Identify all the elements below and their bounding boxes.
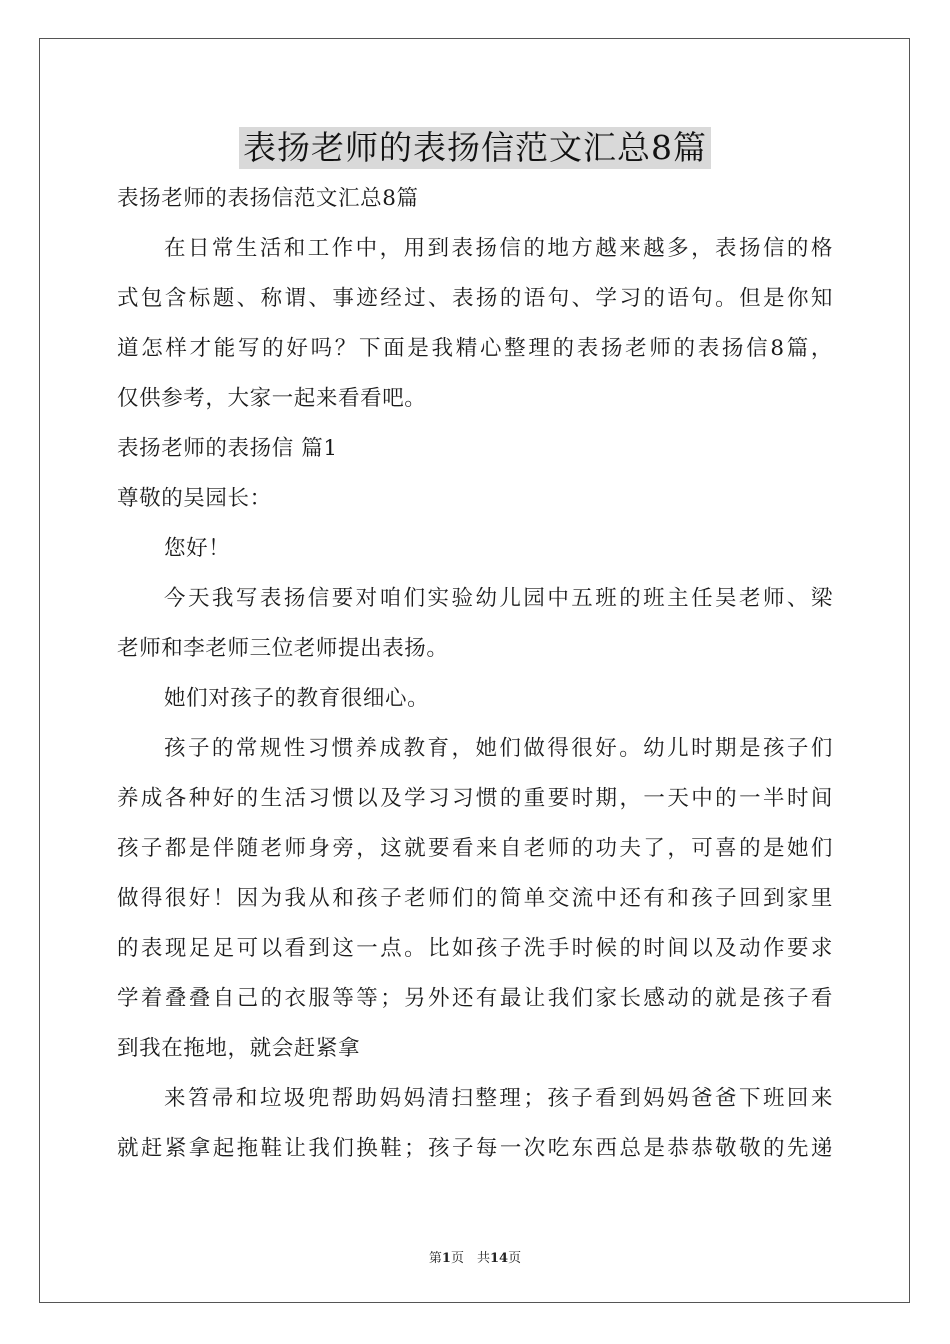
paragraph-line: 表扬老师的表扬信 篇1 (117, 436, 338, 461)
paragraph-line: 孩子的常规性习惯养成教育，她们做得很好。幼儿时期是孩子们 (164, 736, 833, 761)
paragraph-line: 到我在拖地，就会赶紧拿 (117, 1036, 361, 1061)
title-container (0, 127, 950, 169)
document-subtitle: 表扬老师的表扬信范文汇总8篇 (117, 186, 419, 211)
paragraph-line: 在日常生活和工作中，用到表扬信的地方越来越多，表扬信的格 (164, 236, 833, 261)
footer-mid: 页 共 (450, 1251, 490, 1266)
paragraph-line: 的表现足足可以看到这一点。比如孩子洗手时候的时间以及动作要求 (117, 936, 833, 961)
paragraph-line: 就赶紧拿起拖鞋让我们换鞋；孩子每一次吃东西总是恭恭敬敬的先递 (117, 1136, 833, 1161)
paragraph-line: 学着叠叠自己的衣服等等；另外还有最让我们家长感动的就是孩子看 (117, 986, 833, 1011)
paragraph-line: 她们对孩子的教育很细心。 (164, 686, 430, 711)
paragraph-line: 您好！ (164, 536, 231, 561)
footer-suffix: 页 (508, 1251, 522, 1266)
footer-prefix: 第 (428, 1251, 442, 1266)
paragraph-line: 来笤帚和垃圾兜帮助妈妈清扫整理；孩子看到妈妈爸爸下班回来 (164, 1086, 833, 1111)
paragraph-line: 养成各种好的生活习惯以及学习习惯的重要时期，一天中的一半时间 (117, 786, 833, 811)
paragraph-line: 式包含标题、称谓、事迹经过、表扬的语句、学习的语句。但是你知 (117, 286, 833, 311)
paragraph-line: 老师和李老师三位老师提出表扬。 (117, 636, 449, 661)
paragraph-line: 做得很好！因为我从和孩子老师们的简单交流中还有和孩子回到家里 (117, 886, 833, 911)
paragraph-line: 道怎样才能写的好吗？下面是我精心整理的表扬老师的表扬信8篇， (117, 336, 833, 361)
paragraph-line: 孩子都是伴随老师身旁，这就要看来自老师的功夫了，可喜的是她们 (117, 836, 833, 861)
paragraph-line: 今天我写表扬信要对咱们实验幼儿园中五班的班主任吴老师、梁 (164, 586, 833, 611)
document-title: 表扬老师的表扬信范文汇总8篇 (239, 127, 711, 169)
footer-page-number: 1 (441, 1251, 451, 1266)
paragraph-line: 仅供参考，大家一起来看看吧。 (117, 386, 427, 411)
paragraph-line: 尊敬的吴园长： (117, 486, 272, 511)
page-footer (0, 1247, 950, 1266)
footer-total-pages: 14 (489, 1251, 509, 1266)
